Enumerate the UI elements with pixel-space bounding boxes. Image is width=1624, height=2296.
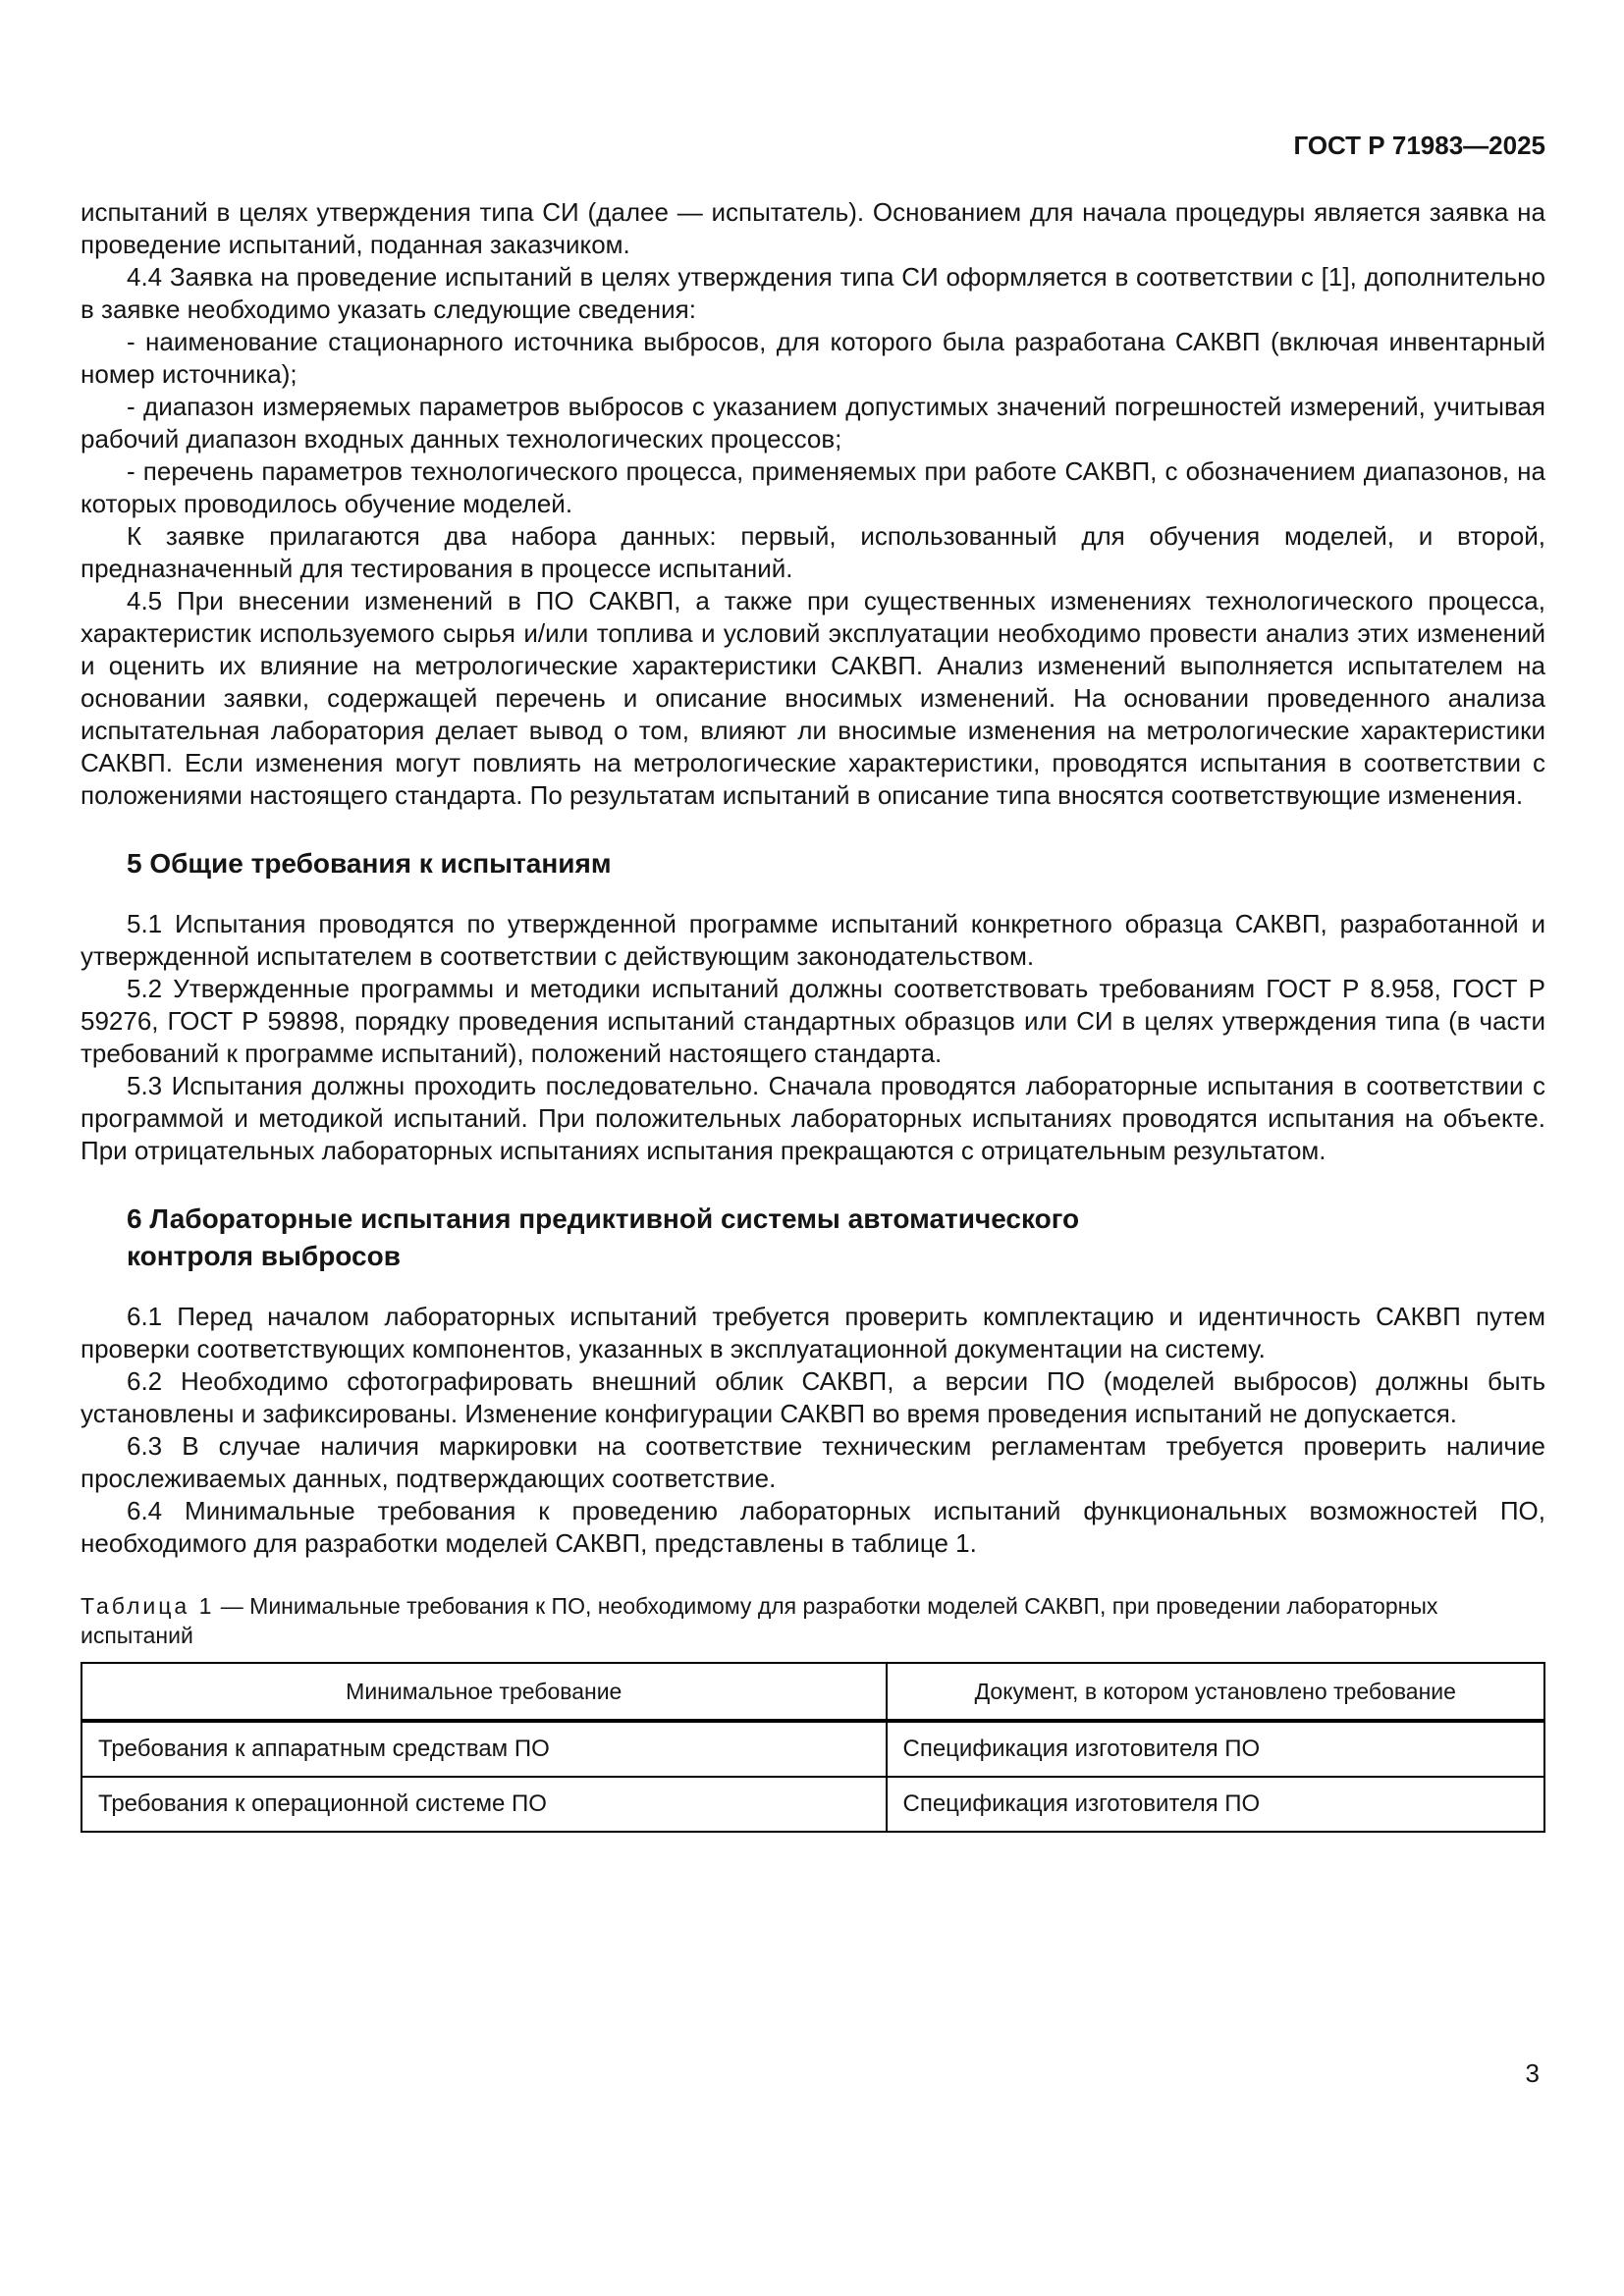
table-row — [81, 1721, 1544, 1777]
paragraph-continuation: испытаний в целях утверждения типа СИ (далее — испытатель). Основанием для начала процедуры является заявка на проведение испытаний, поданная заказчиком. — [81, 197, 1545, 259]
table-cell: Спецификация изготовителя ПО — [887, 1721, 1545, 1777]
list-item-dash: - диапазон измеряемых параметров выбросов с указанием допустимых значений погрешностей измерений, учитывая рабочий диапазон входных данных технологических процессов; — [81, 392, 1545, 454]
table-caption-text: — Минимальные требования к ПО, необходимому для разработки моделей САКВП, при проведении лабораторных испытаний — [81, 1593, 1438, 1648]
paragraph-6-2: 6.2 Необходимо сфотографировать внешний облик САКВП, а версии ПО (моделей выбросов) должны быть установлены и зафиксированы. Изменение конфигурации САКВП во время проведения испытаний не допускается. — [81, 1366, 1545, 1428]
table-cell: Спецификация изготовителя ПО — [887, 1777, 1545, 1832]
paragraph-4-5: 4.5 При внесении изменений в ПО САКВП, а также при существенных изменениях технологического процесса, характеристик используемого сырья и/или топлива и условий эксплуатации необходимо провести анализ этих изменений и оценить их влияние на метрологические характеристики САКВП. Анализ изменений выполняется испытателем на основании заявки, содержащей перечень и описание вносимых изменений. На основании проведенного анализа испытательная лаборатория делает вывод о том, влияют ли вносимые изменения на метрологические характеристики САКВП. Если изменения могут повлиять на метрологические характеристики, проводятся испытания в соответствии с положениями настоящего стандарта. По результатам испытаний в описание типа вносятся соответствующие изменения. — [81, 586, 1545, 810]
page-number: 3 — [1525, 2058, 1540, 2088]
document-body — [81, 196, 1545, 1560]
requirements-table — [81, 1662, 1545, 1833]
paragraph-6-1: 6.1 Перед началом лабораторных испытаний требуется проверить комплектацию и идентичность САКВП путем проверки соответствующих компонентов, указанных в эксплуатационной документации на систему. — [81, 1302, 1545, 1363]
section-5-heading: 5 Общие требования к испытаниям — [127, 848, 612, 879]
list-item-dash: - наименование стационарного источника выбросов, для которого была разработана САКВП (включая инвентарный номер источника); — [81, 327, 1545, 389]
table-header-cell-document: Документ, в котором установлено требование — [887, 1663, 1545, 1721]
list-item-dash: - перечень параметров технологического процесса, применяемых при работе САКВП, с обозначением диапазонов, на которых проводилось обучение моделей. — [81, 456, 1545, 518]
paragraph-5-1: 5.1 Испытания проводятся по утвержденной программе испытаний конкретного образца САКВП, разработанной и утвержденной испытателем в соответствии с действующим законодательством. — [81, 909, 1545, 971]
table-row — [81, 1777, 1544, 1832]
section-6-heading: 6 Лабораторные испытания предиктивной системы автоматического контроля выбросов — [127, 1203, 1080, 1271]
table-header-cell-requirement: Минимальное требование — [81, 1663, 887, 1721]
doc-number-header: ГОСТ Р 71983—2025 — [1293, 131, 1545, 160]
table-cell: Требования к аппаратным средствам ПО — [81, 1721, 887, 1777]
paragraph-6-4: 6.4 Минимальные требования к проведению лабораторных испытаний функциональных возможностей ПО, необходимого для разработки моделей САКВП, представлены в таблице 1. — [81, 1496, 1545, 1558]
table-caption — [81, 1591, 1545, 1650]
paragraph-6-3: 6.3 В случае наличия маркировки на соответствие техническим регламентам требуется проверить наличие прослеживаемых данных, подтверждающих соответствие. — [81, 1431, 1545, 1493]
paragraph: К заявке прилагаются два набора данных: первый, использованный для обучения моделей, и второй, предназначенный для тестирования в процессе испытаний. — [81, 521, 1545, 583]
paragraph-5-3: 5.3 Испытания должны проходить последовательно. Сначала проводятся лабораторные испытания в соответствии с программой и методикой испытаний. При положительных лабораторных испытаниях проводятся испытания на объекте. При отрицательных лабораторных испытаниях испытания прекращаются с отрицательным результатом. — [81, 1071, 1545, 1165]
table-caption-label: Таблица 1 — [81, 1593, 215, 1619]
table-cell: Требования к операционной системе ПО — [81, 1777, 887, 1832]
paragraph-4-4: 4.4 Заявка на проведение испытаний в целях утверждения типа СИ оформляется в соответствии с [1], дополнительно в заявке необходимо указать следующие сведения: — [81, 262, 1545, 324]
paragraph-5-2: 5.2 Утвержденные программы и методики испытаний должны соответствовать требованиям ГОСТ Р 8.958, ГОСТ Р 59276, ГОСТ Р 59898, порядку проведения испытаний стандартных образцов или СИ в целях утверждения типа (в части требований к программе испытаний), положений настоящего стандарта. — [81, 974, 1545, 1068]
table-header-row — [81, 1663, 1544, 1721]
